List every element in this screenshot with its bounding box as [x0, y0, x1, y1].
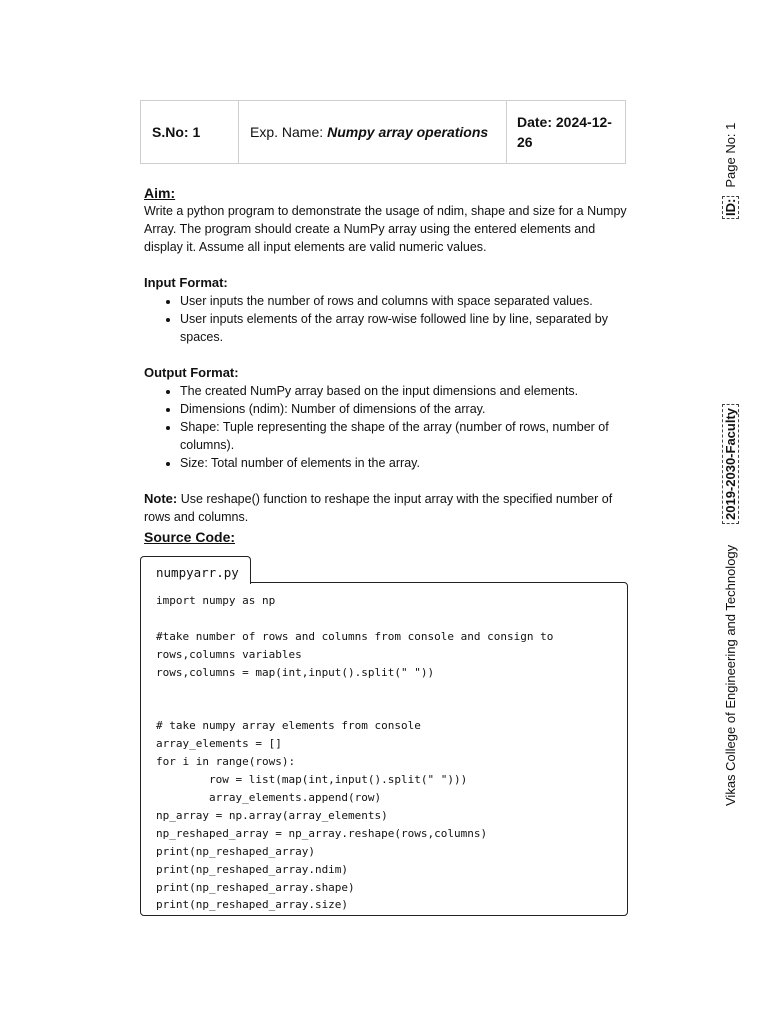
input-format-heading: Input Format:: [144, 275, 228, 290]
source-code-heading: Source Code:: [144, 529, 236, 545]
list-item: • User inputs elements of the array row-wise followed line by line, separated by spaces.: [180, 310, 628, 346]
aim-heading: Aim:: [144, 185, 176, 201]
output-format-list: [144, 382, 628, 472]
note-text: Use reshape() function to reshape the input array with the specified number of rows and columns.: [144, 492, 613, 524]
faculty-margin: [723, 396, 741, 524]
faculty-label: 2019-2030-Faculty: [722, 404, 739, 524]
serial-number: S.No: 1: [141, 101, 239, 163]
college-name: Vikas College of Engineering and Technology: [723, 544, 738, 806]
date-line-2: 26: [517, 134, 533, 150]
list-item: • User inputs the number of rows and columns with space separated values.: [180, 292, 628, 310]
aim-text: Write a python program to demonstrate the usage of ndim, shape and size for a Numpy Array. The program should create a NumPy array using the entered elements and display it. Assume all input elements are valid numeric values.: [144, 204, 627, 254]
input-format-list: [144, 292, 628, 346]
header-table: [140, 100, 626, 164]
id-label: ID:: [722, 196, 739, 219]
output-format-heading: Output Format:: [144, 365, 239, 380]
experiment-label: Exp. Name:: [250, 124, 324, 140]
list-item: • Size: Total number of elements in the array.: [180, 454, 628, 472]
date-line-1: Date: 2024-12-: [517, 114, 612, 130]
note-label: Note:: [144, 491, 178, 506]
page-id-margin: [723, 91, 741, 219]
list-item: • The created NumPy array based on the input dimensions and elements.: [180, 382, 628, 400]
list-item: • Dimensions (ndim): Number of dimensions of the array.: [180, 400, 628, 418]
experiment-body: [144, 184, 628, 546]
note-paragraph: [144, 490, 628, 526]
date-cell: [507, 101, 625, 163]
source-code: import numpy as np #take number of rows and columns from console and consign to rows,columns variables rows,columns = map(int,input().split(" ")) # take numpy array elements from console array_elements = [] for i in range(rows): row = list(map(int,input().split(" "))) array_elements.append(row) np_array = np.array(array_elements) np_reshaped_array = np_array.reshape(rows,columns) print(np_reshaped_array) print(np_reshaped_array.ndim) print(np_reshaped_array.shape) print(np_reshaped_array.size): [156, 594, 554, 912]
code-file-tab: numpyarr.py: [140, 556, 251, 584]
experiment-name: Numpy array operations: [327, 124, 489, 140]
list-item: • Shape: Tuple representing the shape of the array (number of rows, number of columns).: [180, 418, 628, 454]
page-number: Page No: 1: [723, 122, 738, 188]
experiment-name-cell: [239, 101, 507, 163]
